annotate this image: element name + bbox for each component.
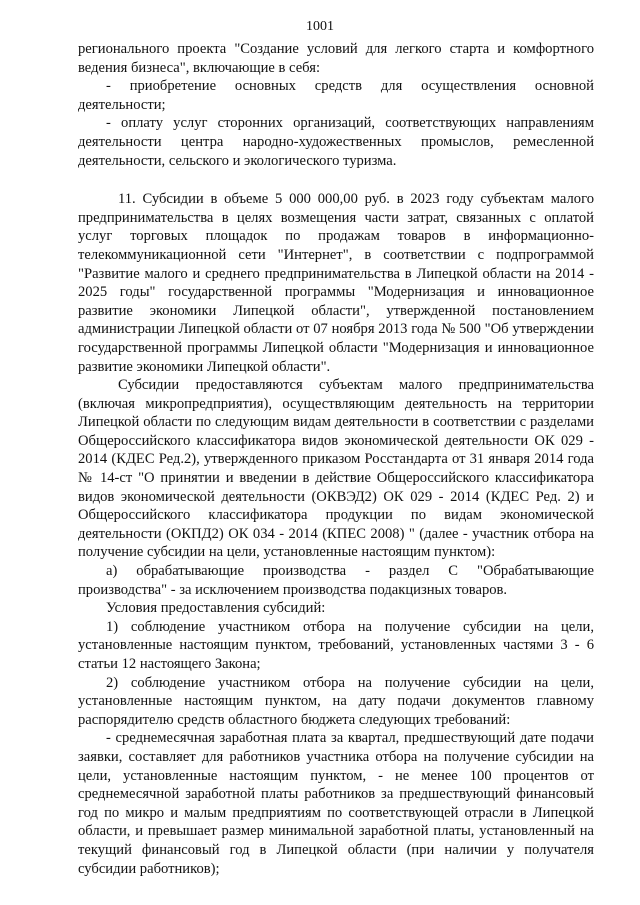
page-number: 1001 <box>306 19 334 34</box>
list-item-average-salary: - среднемесячная заработная плата за квартал, предшествующий дате подачи заявки, составляет для работников участника отбора на получение субсидии на цели, установленные настоящим пунктом, - не менее 100 процентов от среднемесячной заработной платы работников за предшествующий финансовый год по микро и малым предприятиям по соответствующей отрасли в Липецкой области, и превышает размер минимальной заработной платы, установленный на текущий финансовый год в Липецкой области (при наличии у получателя субсидии работников); <box>78 730 594 877</box>
list-item-fixed-assets: - приобретение основных средств для осуществления основной деятельности; <box>78 78 594 113</box>
paragraph-conditions-heading: Условия предоставления субсидий: <box>106 600 326 617</box>
paragraph-subsidy-recipients: Субсидии предоставляются субъектам малого предпринимательства (включая микропредприятия), осуществляющим деятельность на территории Липецкой области по следующим видам деятельности в соответствии с разделами Общероссийского классификатора видов экономической деятельности ОК 029 - 2014 (КДЕС Ред.2), утвержденного приказом Росстандарта от 31 января 2014 года № 14-ст "О принятии и введении в действие Общероссийского классификатора видов экономической деятельности (ОКВЭД2) ОК 029 - 2014 (КДЕС Ред. 2) и Общероссийского классификатора продукции по видам экономической деятельности (ОКПД2) ОК 034 - 2014 (КПЕС 2008) " (далее - участник отбора на получение субсидии на цели, установленные настоящим пунктом): <box>78 377 594 561</box>
paragraph-project-intro: регионального проекта "Создание условий для легкого старта и комфортного ведения бизнеса", включающие в себя: <box>78 41 594 76</box>
list-item-condition-1: 1) соблюдение участником отбора на получение субсидии на цели, установленные настоящим пунктом, требований, установленных частями 3 - 6 статьи 12 настоящего Закона; <box>78 618 594 672</box>
document-body <box>78 40 594 878</box>
list-item-third-party-services: - оплату услуг сторонних организаций, соответствующих направлениям деятельности центра народно-художественных промыслов, ремесленной деятельности, сельского и экологического туризма. <box>78 115 594 169</box>
paragraph-clause-11: 11. Субсидии в объеме 5 000 000,00 руб. в 2023 году субъектам малого предпринимательства в целях возмещения части затрат, связанных с оплатой услуг торговых площадок по продажам товаров в информационно-телекоммуникационной сети "Интернет", в соответствии с подпрограммой "Развитие малого и среднего предпринимательства в Липецкой области на 2014 - 2025 годы" государственной программы "Модернизация и инновационное развитие экономики Липецкой области", утвержденной постановлением администрации Липецкой области от 07 ноября 2013 года № 500 "Об утверждении государственной программы Липецкой области "Модернизация и инновационное развитие экономики Липецкой области". <box>78 191 594 375</box>
list-item-manufacturing: а) обрабатывающие производства - раздел С "Обрабатывающие производства" - за исключением производства подакцизных товаров. <box>78 563 594 598</box>
list-item-condition-2: 2) соблюдение участником отбора на получение субсидии на цели, установленные настоящим пунктом, на дату подачи документов главному распорядителю средств областного бюджета следующих требований: <box>78 674 594 728</box>
